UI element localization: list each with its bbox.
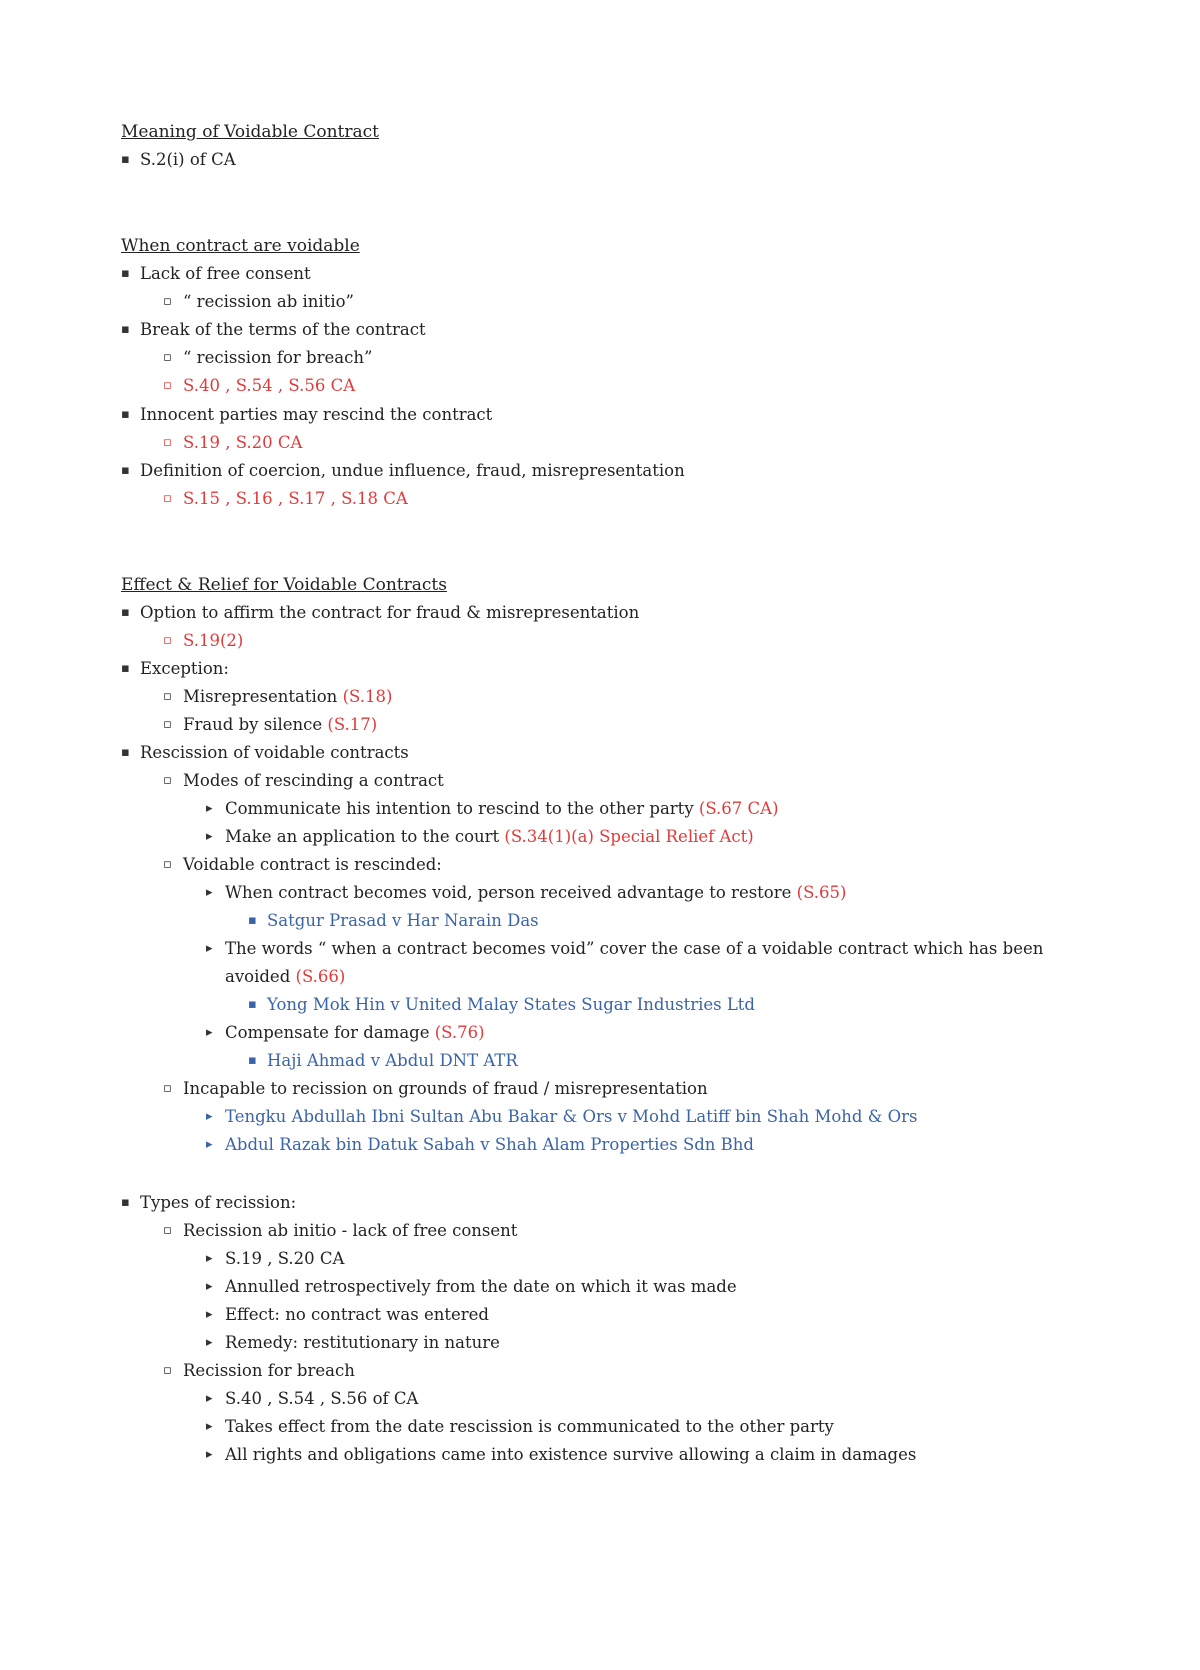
statute-reference: S.15 , S.16 , S.17 , S.18 CA <box>183 489 408 508</box>
heading-when-voidable: When contract are voidable <box>121 236 360 256</box>
bullet-icon: ▫ <box>163 1081 172 1096</box>
bullet-icon: ▫ <box>163 773 172 788</box>
statute-reference: S.40 , S.54 , S.56 CA <box>183 376 356 395</box>
list-item: S.40 , S.54 , S.56 of CA <box>225 1389 419 1408</box>
list-item-continuation <box>225 967 345 987</box>
bullet-icon: ▸ <box>206 885 213 900</box>
statute-reference: (S.34(1)(a) Special Relief Act) <box>504 827 754 846</box>
list-item <box>225 799 779 819</box>
bullet-icon: ▪ <box>248 1053 257 1068</box>
item-text: Fraud by silence <box>183 715 323 734</box>
bullet-icon: ▸ <box>206 801 213 816</box>
case-citation: Abdul Razak bin Datuk Sabah v Shah Alam Properties Sdn Bhd <box>225 1135 754 1154</box>
bullet-icon: ▸ <box>206 1025 213 1040</box>
bullet-icon: ▸ <box>206 1419 213 1434</box>
list-item: Option to affirm the contract for fraud & misrepresentation <box>140 603 640 622</box>
bullet-icon: ▪ <box>121 322 130 337</box>
statute-reference: (S.76) <box>434 1023 485 1042</box>
bullet-icon: ▫ <box>163 294 172 309</box>
bullet-icon: ▫ <box>163 717 172 732</box>
list-item: Exception: <box>140 659 229 678</box>
item-text: Compensate for damage <box>225 1023 430 1042</box>
bullet-icon: ▫ <box>163 350 172 365</box>
bullet-icon: ▫ <box>163 633 172 648</box>
case-citation: Haji Ahmad v Abdul DNT ATR <box>267 1051 518 1070</box>
list-item: All rights and obligations came into existence survive allowing a claim in damages <box>225 1445 917 1464</box>
bullet-icon: ▸ <box>206 941 213 956</box>
list-item: Break of the terms of the contract <box>140 320 426 339</box>
bullet-icon: ▪ <box>121 605 130 620</box>
list-item: “ recission for breach” <box>183 348 373 367</box>
statute-reference: (S.66) <box>295 967 346 986</box>
item-text: Communicate his intention to rescind to the other party <box>225 799 694 818</box>
list-item: Lack of free consent <box>140 264 311 283</box>
bullet-icon: ▪ <box>248 997 257 1012</box>
list-item <box>183 715 377 735</box>
bullet-icon: ▫ <box>163 1363 172 1378</box>
case-citation: Satgur Prasad v Har Narain Das <box>267 911 539 930</box>
bullet-icon: ▸ <box>206 1137 213 1152</box>
bullet-icon: ▸ <box>206 1391 213 1406</box>
heading-effect-relief: Effect & Relief for Voidable Contracts <box>121 575 447 595</box>
case-citation: Yong Mok Hin v United Malay States Sugar Industries Ltd <box>267 995 755 1014</box>
statute-reference: S.19(2) <box>183 631 244 650</box>
statute-reference: (S.17) <box>327 715 378 734</box>
list-item: Definition of coercion, undue influence, fraud, misrepresentation <box>140 461 685 480</box>
bullet-icon: ▪ <box>121 407 130 422</box>
list-item: Types of recission: <box>140 1193 297 1212</box>
list-item <box>183 687 392 707</box>
list-item: “ recission ab initio” <box>183 292 354 311</box>
list-item: Rescission of voidable contracts <box>140 743 409 762</box>
item-text: When contract becomes void, person received advantage to restore <box>225 883 792 902</box>
list-item <box>225 1023 485 1043</box>
item-text: Misrepresentation <box>183 687 338 706</box>
list-item <box>225 883 846 903</box>
list-item: Recission ab initio - lack of free consent <box>183 1221 518 1240</box>
item-text: Make an application to the court <box>225 827 500 846</box>
bullet-icon: ▪ <box>121 745 130 760</box>
statute-reference: S.19 , S.20 CA <box>183 433 303 452</box>
bullet-icon: ▪ <box>121 661 130 676</box>
list-item: Modes of rescinding a contract <box>183 771 444 790</box>
list-item: Takes effect from the date rescission is communicated to the other party <box>225 1417 834 1436</box>
list-item: The words “ when a contract becomes void” cover the case of a voidable contract which has been <box>225 939 1044 958</box>
list-item: Remedy: restitutionary in nature <box>225 1333 500 1352</box>
statute-reference: (S.18) <box>342 687 393 706</box>
bullet-icon: ▫ <box>163 378 172 393</box>
bullet-icon: ▫ <box>163 689 172 704</box>
list-item: Innocent parties may rescind the contract <box>140 405 493 424</box>
list-item: Incapable to recission on grounds of fraud / misrepresentation <box>183 1079 708 1098</box>
heading-meaning-voidable: Meaning of Voidable Contract <box>121 122 379 142</box>
statute-reference: (S.67 CA) <box>698 799 779 818</box>
list-item: S.2(i) of CA <box>140 150 236 169</box>
bullet-icon: ▸ <box>206 1279 213 1294</box>
bullet-icon: ▪ <box>248 913 257 928</box>
list-item: Effect: no contract was entered <box>225 1305 489 1324</box>
bullet-icon: ▪ <box>121 1195 130 1210</box>
list-item: Voidable contract is rescinded: <box>183 855 442 874</box>
bullet-icon: ▫ <box>163 491 172 506</box>
statute-reference: (S.65) <box>796 883 847 902</box>
list-item: Recission for breach <box>183 1361 355 1380</box>
bullet-icon: ▫ <box>163 857 172 872</box>
bullet-icon: ▫ <box>163 435 172 450</box>
bullet-icon: ▸ <box>206 1447 213 1462</box>
list-item: S.19 , S.20 CA <box>225 1249 345 1268</box>
bullet-icon: ▪ <box>121 463 130 478</box>
bullet-icon: ▸ <box>206 829 213 844</box>
bullet-icon: ▸ <box>206 1109 213 1124</box>
bullet-icon: ▪ <box>121 152 130 167</box>
list-item: Annulled retrospectively from the date on which it was made <box>225 1277 737 1296</box>
bullet-icon: ▪ <box>121 266 130 281</box>
case-citation: Tengku Abdullah Ibni Sultan Abu Bakar & Ors v Mohd Latiff bin Shah Mohd & Ors <box>225 1107 918 1126</box>
item-text: avoided <box>225 967 291 986</box>
bullet-icon: ▸ <box>206 1307 213 1322</box>
bullet-icon: ▸ <box>206 1335 213 1350</box>
list-item <box>225 827 754 847</box>
bullet-icon: ▸ <box>206 1251 213 1266</box>
bullet-icon: ▫ <box>163 1223 172 1238</box>
